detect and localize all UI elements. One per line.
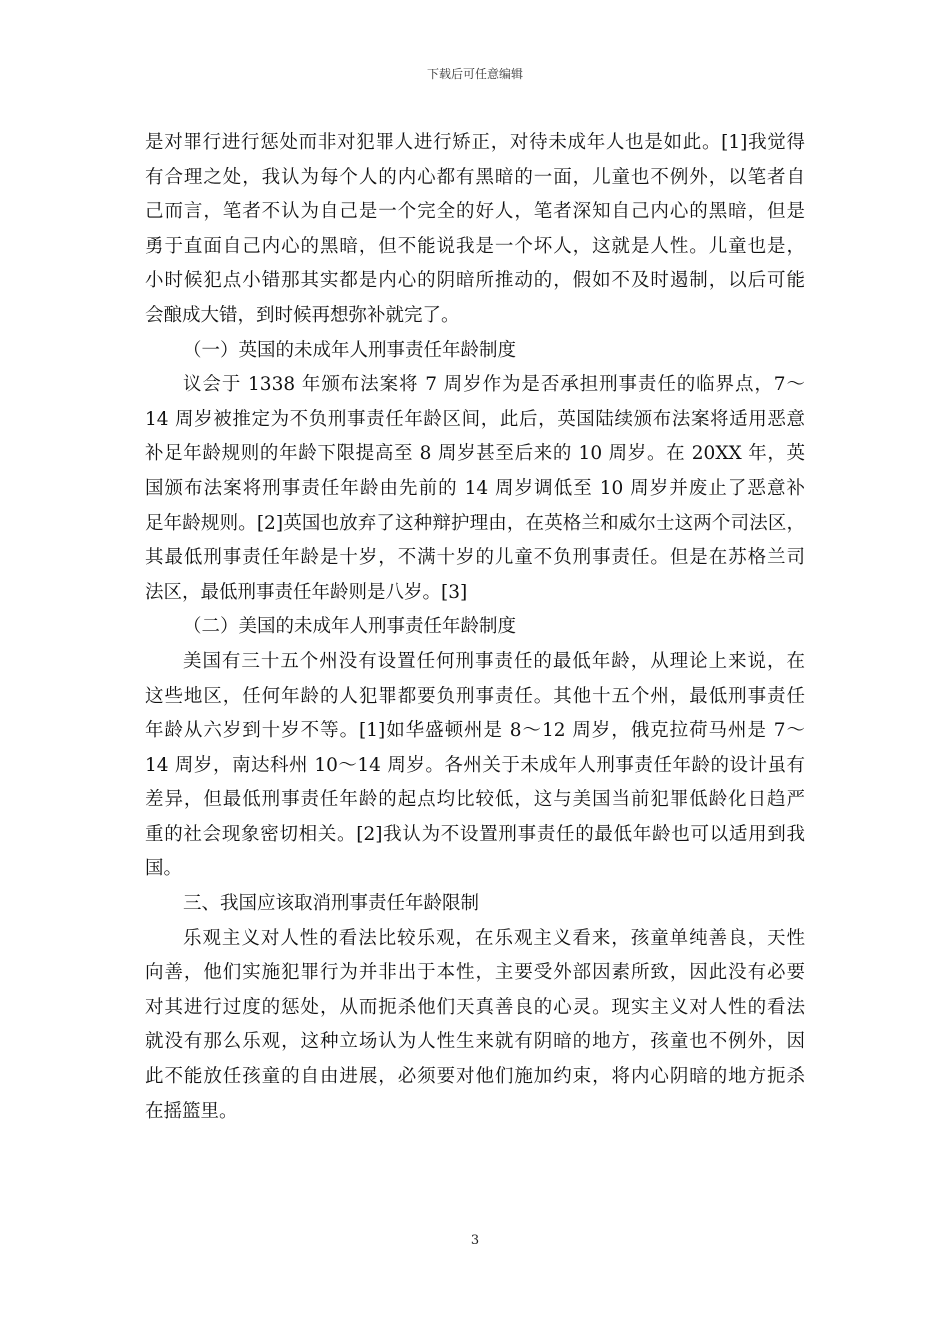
text-line: 法区，最低刑事责任年龄则是八岁。[3] bbox=[145, 581, 468, 603]
section-heading: 三、我国应该取消刑事责任年龄限制 bbox=[183, 893, 480, 915]
text-line: 补足年龄规则的年龄下限提高至 8 周岁甚至后来的 10 周岁。在 20XX 年，英 bbox=[145, 443, 805, 465]
text-line: 会酿成大错，到时候再想弥补就完了。 bbox=[145, 304, 460, 326]
page-number: 3 bbox=[470, 1233, 480, 1248]
text-line: 向善，他们实施犯罪行为并非出于本性，主要受外部因素所致，因此没有必要 bbox=[145, 962, 805, 984]
text-line: 己而言，笔者不认为自己是一个完全的好人，笔者深知自己内心的黑暗，但是 bbox=[145, 201, 805, 223]
text-line: 美国有三十五个州没有设置任何刑事责任的最低年龄，从理论上来说，在 bbox=[183, 650, 805, 672]
text-line: 14 周岁被推定为不负刑事责任年龄区间，此后，英国陆续颁布法案将适用恶意 bbox=[145, 408, 805, 430]
page-header: 下载后可任意编辑 bbox=[426, 67, 523, 81]
text-line: 差异，但最低刑事责任年龄的起点均比较低，这与美国当前犯罪低龄化日趋严 bbox=[145, 789, 805, 811]
text-line: 是对罪行进行惩处而非对犯罪人进行矫正，对待未成年人也是如此。[1]我觉得 bbox=[145, 132, 805, 153]
text-line: 这些地区，任何年龄的人犯罪都要负刑事责任。其他十五个州，最低刑事责任 bbox=[145, 685, 805, 707]
text-line: 足年龄规则。[2]英国也放弃了这种辩护理由，在英格兰和威尔士这两个司法区， bbox=[145, 512, 805, 534]
text-line: 年龄从六岁到十岁不等。[1]如华盛顿州是 8～12 周岁，俄克拉荷马州是 7～ bbox=[145, 720, 805, 742]
text-line: 在摇篮里。 bbox=[145, 1100, 238, 1122]
text-line: 就没有那么乐观，这种立场认为人性生来就有阴暗的地方，孩童也不例外，因 bbox=[145, 1031, 805, 1053]
text-line: 有合理之处，我认为每个人的内心都有黑暗的一面，儿童也不例外，以笔者自 bbox=[145, 166, 805, 188]
section-heading: （二）美国的未成年人刑事责任年龄制度 bbox=[183, 616, 517, 638]
text-line: 其最低刑事责任年龄是十岁，不满十岁的儿童不负刑事责任。但是在苏格兰司 bbox=[145, 547, 805, 569]
text-line: 乐观主义对人性的看法比较乐观，在乐观主义看来，孩童单纯善良，天性 bbox=[183, 927, 805, 949]
text-line: 国。 bbox=[145, 858, 183, 880]
text-line: 此不能放任孩童的自由进展，必须要对他们施加约束，将内心阴暗的地方扼杀 bbox=[145, 1066, 805, 1088]
section-heading: （一）英国的未成年人刑事责任年龄制度 bbox=[183, 339, 517, 361]
text-line: 勇于直面自己内心的黑暗，但不能说我是一个坏人，这就是人性。儿童也是， bbox=[145, 235, 805, 257]
text-line: 14 周岁，南达科州 10～14 周岁。各州关于未成年人刑事责任年龄的设计虽有 bbox=[145, 754, 805, 776]
text-line: 小时候犯点小错那其实都是内心的阴暗所推动的，假如不及时遏制，以后可能 bbox=[145, 270, 805, 292]
text-line: 对其进行过度的惩处，从而扼杀他们天真善良的心灵。现实主义对人性的看法 bbox=[145, 996, 805, 1018]
text-line: 议会于 1338 年颁布法案将 7 周岁作为是否承担刑事责任的临界点，7～ bbox=[183, 374, 805, 396]
text-line: 重的社会现象密切相关。[2]我认为不设置刑事责任的最低年龄也可以适用到我 bbox=[145, 823, 805, 845]
document-body bbox=[145, 126, 805, 1129]
text-line: 国颁布法案将刑事责任年龄由先前的 14 周岁调低至 10 周岁并废止了恶意补 bbox=[145, 477, 805, 499]
